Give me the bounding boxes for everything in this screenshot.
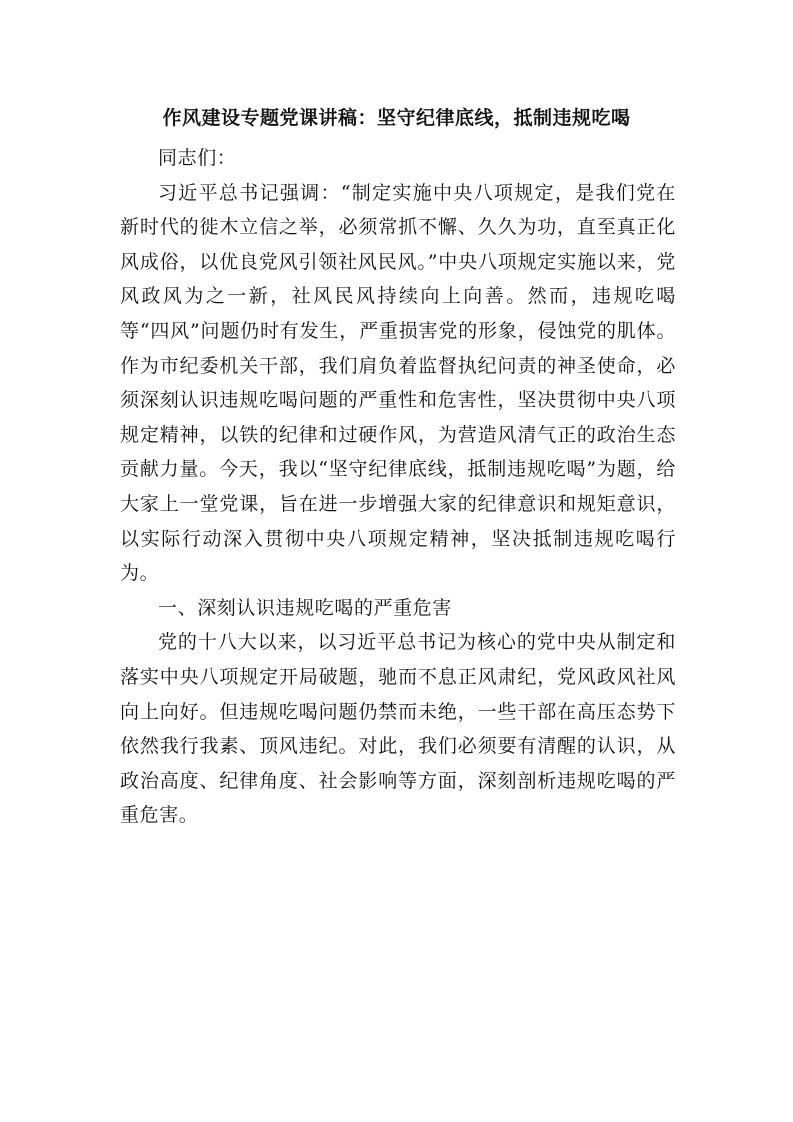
section-1-paragraph: 党的十八大以来，以习近平总书记为核心的党中央从制定和落实中央八项规定开局破题，驰而不息正风肃纪，党风政风社风向上向好。但违规吃喝问题仍禁而未绝，一些干部在高压态势下依然我行我素、顶风违纪。对此，我们必须要有清醒的认识，从政治高度、纪律角度、社会影响等方面，深刻剖析违规吃喝的严重危害。 xyxy=(120,631,676,827)
intro-paragraph: 习近平总书记强调：“制定实施中央八项规定，是我们党在新时代的徙木立信之举，必须常抓不懈、久久为功，直至真正化风成俗，以优良党风引领社风民风。”中央八项规定实施以来，党风政风为之一新，社风民风持续向上向善。然而，违规吃喝等“四风”问题仍时有发生，严重损害党的形象，侵蚀党的肌体。作为市纪委机关干部，我们肩负着监督执纪问责的神圣使命，必须深刻认识违规吃喝问题的严重性和危害性，坚决贯彻中央八项规定精神，以铁的纪律和过硬作风，为营造风清气正的政治生态贡献力量。今天，我以“坚守纪律底线，抵制违规吃喝”为题，给大家上一堂党课，旨在进一步增强大家的纪律意识和规矩意识，以实际行动深入贯彻中央八项规定精神，坚决抵制违规吃喝行为。 xyxy=(120,181,676,585)
section-heading-1: 一、深刻认识违规吃喝的严重危害 xyxy=(158,596,453,619)
salutation: 同志们： xyxy=(158,147,237,169)
document-body xyxy=(120,141,676,833)
document-title: 作风建设专题党课讲稿：坚守纪律底线，抵制违规吃喝 xyxy=(162,107,631,129)
